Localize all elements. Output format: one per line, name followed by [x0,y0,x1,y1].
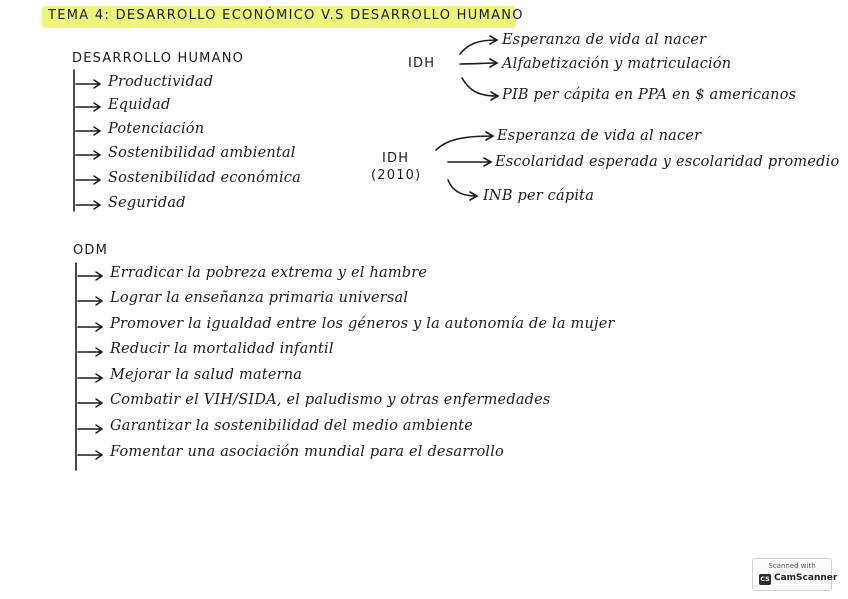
dh-item: Seguridad [108,195,186,211]
dh-item: Potenciación [108,121,205,137]
odm-item: Erradicar la pobreza extrema y el hambre [110,265,428,281]
dh-item: Productividad [108,74,214,90]
idh-item: PIB per cápita en PPA en $ americanos [502,87,797,103]
odm-item: Lograr la enseñanza primaria universal [110,290,409,306]
bullet-arrow-icon [78,425,102,433]
odm-heading: ODM [73,243,109,258]
badge-brand: CamScanner [774,573,838,583]
bullet-arrow-icon [78,399,102,407]
dh-heading: DESARROLLO HUMANO [72,51,245,66]
idh2010-item: INB per cápita [483,188,595,204]
dh-item: Sostenibilidad económica [108,170,301,186]
badge-caption: Scanned with [768,562,816,570]
camscanner-logo-icon: CS [760,575,770,583]
idh2010-item: Escolaridad esperada y escolaridad promedio [495,154,840,170]
idh2010-label: IDH [382,151,410,166]
idh2010-item: Esperanza de vida al nacer [497,128,702,144]
idh-item: Alfabetización y matriculación [502,56,732,72]
bullet-arrow-icon [78,374,102,382]
odm-item: Promover la igualdad entre los géneros y la autonomía de la mujer [110,316,615,332]
odm-item: Combatir el VIH/SIDA, el paludismo y otras enfermedades [110,392,551,408]
bullet-arrow-icon [76,127,100,135]
idh-label: IDH [408,56,436,71]
dh-item: Equidad [108,97,171,113]
bullet-arrow-icon [78,272,102,280]
bullet-arrow-icon [78,348,102,356]
bullet-arrow-icon [76,151,100,159]
bullet-arrow-icon [76,176,100,184]
odm-item: Garantizar la sostenibilidad del medio ambiente [110,418,474,434]
dh-item: Sostenibilidad ambiental [108,145,296,161]
bullet-arrow-icon [78,451,102,459]
page-title: TEMA 4: DESARROLLO ECONÓMICO V.S DESARROLLO HUMANO [48,8,524,23]
bullet-arrow-icon [78,323,102,331]
idh-item: Esperanza de vida al nacer [502,32,707,48]
bullet-arrow-icon [78,297,102,305]
bullet-arrow-icon [76,80,100,88]
bullet-arrow-icon [76,201,100,209]
odm-item: Fomentar una asociación mundial para el desarrollo [110,444,504,460]
bullet-arrow-icon [76,103,100,111]
camscanner-badge [752,558,838,591]
idh2010-year: (2010) [371,168,422,183]
odm-item: Reducir la mortalidad infantil [110,341,334,357]
odm-item: Mejorar la salud materna [110,367,303,383]
